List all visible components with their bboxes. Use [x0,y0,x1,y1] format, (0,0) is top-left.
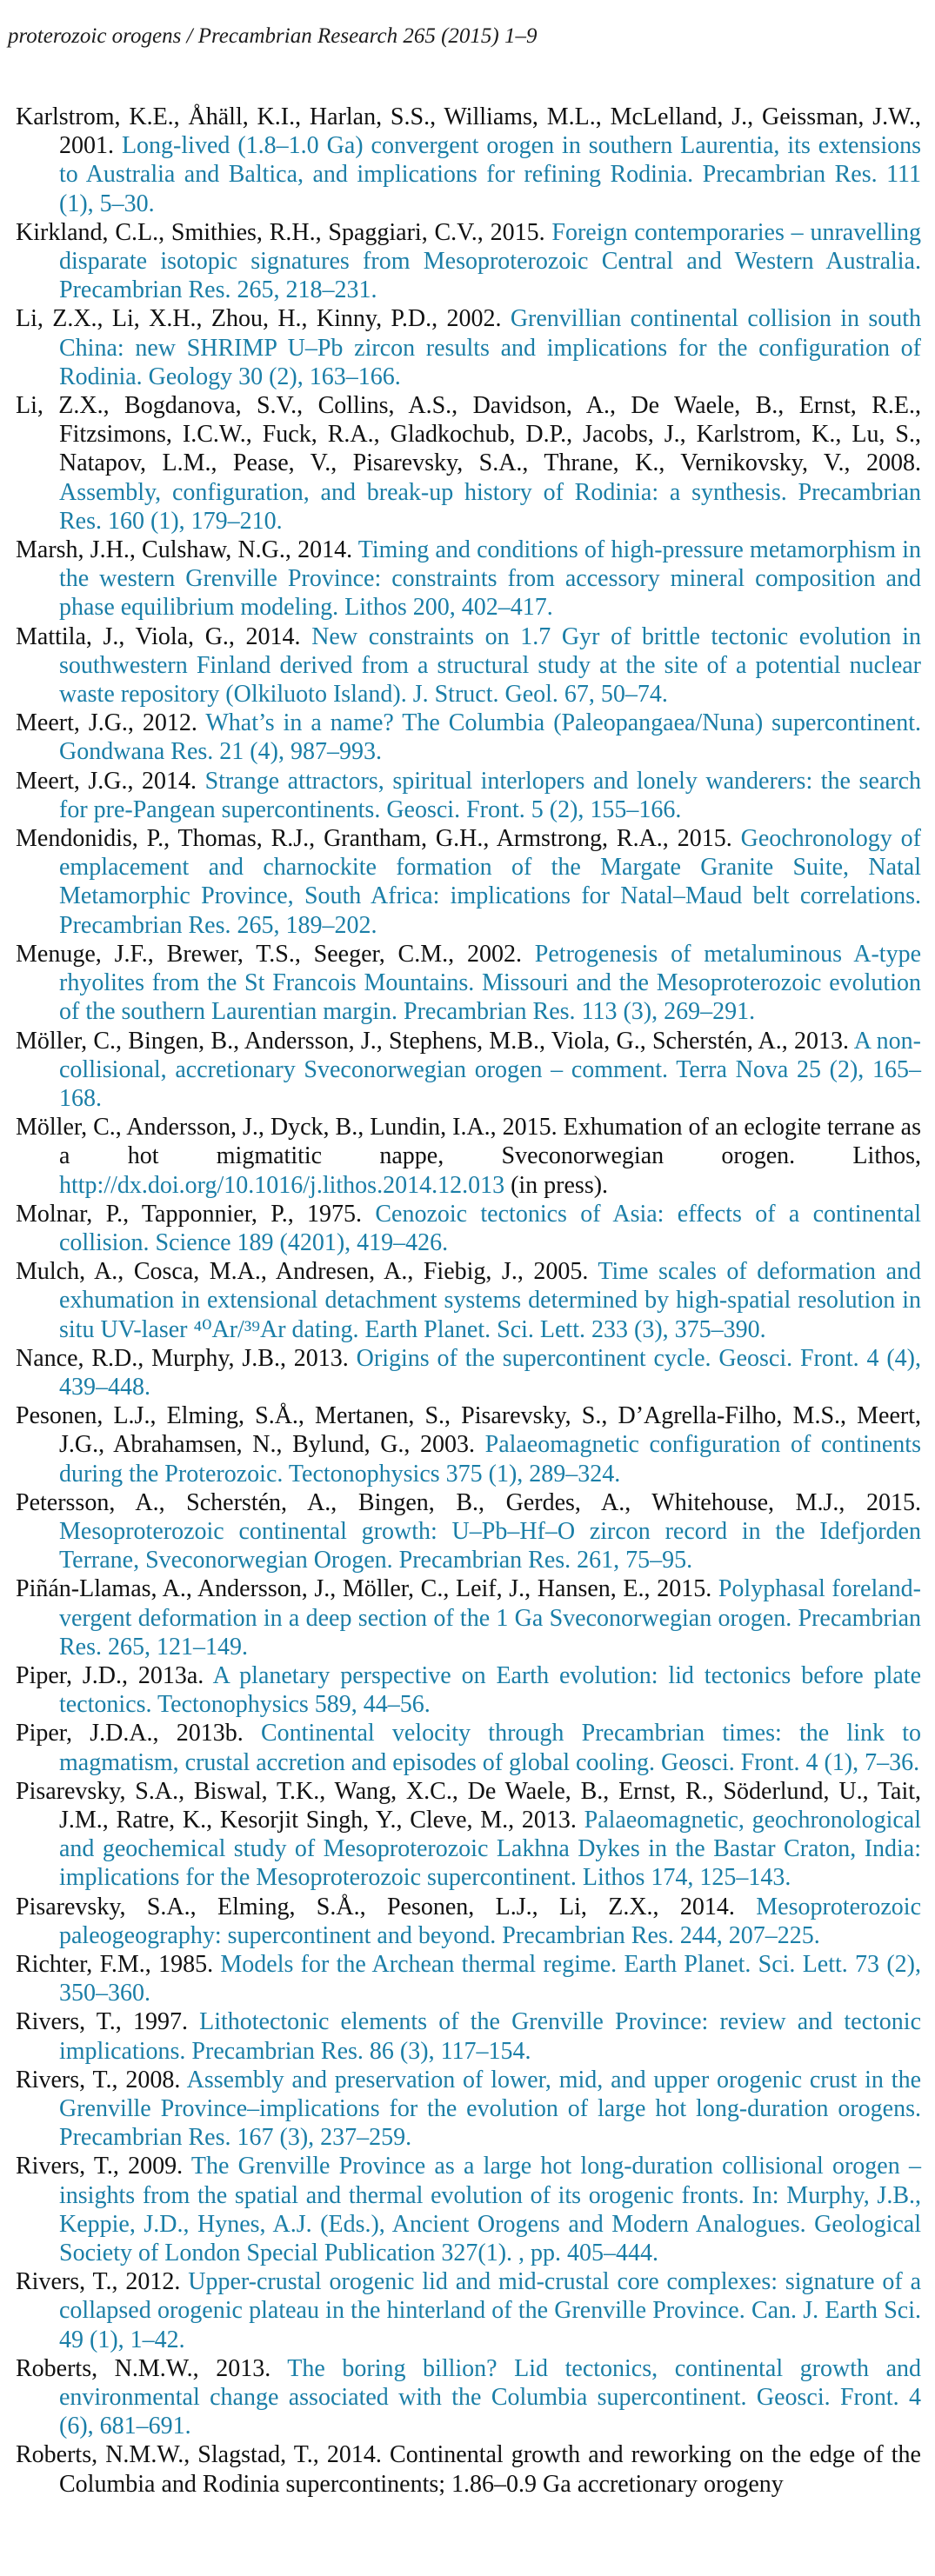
reference-link[interactable]: Long-lived (1.8–1.0 Ga) convergent orogen in southern Laurentia, its extensions to Australia and Baltica, and implications for refining Rodinia. Precambrian Res. 111 (1), 5–30. [59,132,921,217]
reference-link[interactable]: Origins of the supercontinent cycle. Geosci. Front. 4 (4), 439–448. [59,1344,922,1401]
running-head: proterozoic orogens / Precambrian Research 265 (2015) 1–9 [8,24,538,48]
reference-text: Nance, R.D., Murphy, J.B., 2013. [16,1344,357,1372]
reference-text: Kirkland, C.L., Smithies, R.H., Spaggiari, C.V., 2015. [16,218,552,246]
reference-link[interactable]: A non-collisional, accretionary Sveconorwegian orogen – comment. Terra Nova 25 (2), 165–168. [59,1027,922,1112]
reference-link[interactable]: Cenozoic tectonics of Asia: effects of a continental collision. Science 189 (4201), 419–426. [59,1200,921,1256]
reference-link[interactable]: Strange attractors, spiritual interlopers and lonely wanderers: the search for pre-Pangean supercontinents. Geosci. Front. 5 (2), 155–166. [59,767,921,823]
reference-text: (in press). [504,1171,609,1199]
reference-text: Mendonidis, P., Thomas, R.J., Grantham, G.H., Armstrong, R.A., 2015. [16,825,741,853]
reference-link[interactable]: Polyphasal foreland-vergent deformation in a deep section of the 1 Ga Sveconorwegian orogen. Precambrian Res. 265, 121–149. [59,1575,921,1661]
reference-entry [16,1200,921,1257]
reference-entry [16,622,921,709]
reference-entry [16,1661,921,1719]
reference-link[interactable]: Assembly and preservation of lower, mid, and upper orogenic crust in the Grenville Province–implications for the evolution of large hot long-duration orogens. Precambrian Res. 167 (3), 237–259. [59,2066,921,2152]
reference-entry [16,2152,921,2267]
reference-text: Piper, J.D.A., 2013b. [16,1720,261,1747]
reference-link[interactable]: Foreign contemporaries – unravelling disparate isotopic signatures from Mesoproterozoic Central and Western Australia. Precambrian Res. 265, 218–231. [59,218,921,304]
reference-text: Meert, J.G., 2012. [16,709,206,737]
reference-link[interactable]: Models for the Archean thermal regime. Earth Planet. Sci. Lett. 73 (2), 350–360. [59,1951,921,2007]
reference-text: Möller, C., Bingen, B., Andersson, J., Stephens, M.B., Viola, G., Scherstén, A., 2013. [16,1027,854,1055]
reference-entry [16,218,921,305]
reference-entry [16,1574,921,1661]
reference-text: Rivers, T., 2012. [16,2268,189,2296]
reference-text: Roberts, N.M.W., Slagstad, T., 2014. Continental growth and reworking on the edge of the Columbia and Rodinia supercontinents; 1.86–0.9 Ga accretionary orogeny [16,2441,921,2498]
reference-text: Marsh, J.H., Culshaw, N.G., 2014. [16,536,358,564]
reference-link[interactable]: Upper-crustal orogenic lid and mid-crustal core complexes: signature of a collapsed orogenic plateau in the hinterland of the Grenville Province. Can. J. Earth Sci. 49 (1), 1–42. [59,2268,922,2353]
reference-entry [16,1488,921,1575]
reference-entry [16,767,921,824]
reference-text: Rivers, T., 2008. [16,2066,187,2093]
reference-text: Petersson, A., Scherstén, A., Bingen, B., Gerdes, A., Whitehouse, M.J., 2015. [16,1488,921,1516]
reference-text: Piper, J.D., 2013a. [16,1661,213,1689]
reference-link[interactable]: Assembly, configuration, and break-up history of Rodinia: a synthesis. Precambrian Res. 160 (1), 179–210. [59,478,921,535]
reference-link[interactable]: Petrogenesis of metaluminous A-type rhyolites from the St Francois Mountains. Missouri and the Mesoproterozoic evolution of the southern Laurentian margin. Precambrian Res. 113 (3), 269–291. [59,940,921,1026]
reference-text: Pesonen, L.J., Elming, S.Å., Mertanen, S., Pisarevsky, S., D’Agrella-Filho, M.S., Meert, J.G., Abrahamsen, N., Bylund, G., 2003. [16,1402,921,1459]
reference-entry [16,2267,921,2354]
reference-link[interactable]: The Grenville Province as a large hot long-duration collisional orogen – insights from the spatial and thermal evolution of its orogenic fronts. In: Murphy, J.B., Keppie, J.D., Hynes, A.J. (Eds.), Ancient Orogens and Modern Analogues. Geological Society of London Special Publication 327(1). , pp. 405–444. [59,2153,921,2267]
reference-link[interactable]: New constraints on 1.7 Gyr of brittle tectonic evolution in southwestern Finland derived from a structural study at the site of a potential nuclear waste repository (Olkiluoto Island). J. Struct. Geol. 67, 50–74. [59,622,921,709]
reference-entry [16,1950,921,2007]
reference-text: Möller, C., Andersson, J., Dyck, B., Lundin, I.A., 2015. Exhumation of an eclogite terrane as a hot migmatitic nappe, Sveconorwegian orogen. Lithos, [16,1114,921,1170]
reference-link[interactable]: Time scales of deformation and exhumation in extensional detachment systems determined by high-spatial resolution in situ UV-laser ⁴⁰Ar/³⁹Ar dating. Earth Planet. Sci. Lett. 233 (3), 375–390. [59,1258,922,1343]
reference-text: Pisarevsky, S.A., Biswal, T.K., Wang, X.C., De Waele, B., Ernst, R., Söderlund, U., Tait, J.M., Ratre, K., Kesorjit Singh, Y., Cleve, M., 2013. [16,1777,921,1834]
reference-link[interactable]: Lithotectonic elements of the Grenville Province: review and tectonic implications. Precambrian Res. 86 (3), 117–154. [59,2008,922,2065]
reference-link[interactable]: Mesoproterozoic continental growth: U–Pb–Hf–O zircon record in the Idefjorden Terrane, Sveconorwegian Orogen. Precambrian Res. 261, 75–95. [59,1517,921,1574]
reference-text: Mattila, J., Viola, G., 2014. [16,622,312,650]
reference-entry [16,536,921,622]
reference-entry [16,824,921,940]
reference-link[interactable]: Continental velocity through Precambrian times: the link to magmatism, crustal accretion and episodes of global cooling. Geosci. Front. 4 (1), 7–36. [59,1720,921,1776]
reference-entry [16,304,921,391]
reference-entry [16,391,921,536]
reference-entry [16,103,921,218]
reference-link[interactable]: Geochronology of emplacement and charnockite formation of the Margate Granite Suite, Natal Metamorphic Province, South Africa: implications for Natal–Maud belt correlations. Precambrian Res. 265, 189–202. [59,825,921,939]
reference-text: Karlstrom, K.E., Åhäll, K.I., Harlan, S.S., Williams, M.L., McLelland, J., Geissman, J.W., 2001. [16,103,921,160]
reference-entry [16,940,921,1027]
reference-text: Pisarevsky, S.A., Elming, S.Å., Pesonen, L.J., Li, Z.X., 2014. [16,1893,757,1920]
reference-entry [16,709,921,766]
reference-entry [16,1777,921,1893]
reference-link[interactable]: Palaeomagnetic configuration of continents during the Proterozoic. Tectonophysics 375 (1), 289–324. [59,1431,921,1488]
reference-text: Menuge, J.F., Brewer, T.S., Seeger, C.M., 2002. [16,940,535,968]
reference-text: Roberts, N.M.W., 2013. [16,2354,288,2382]
reference-text: Meert, J.G., 2014. [16,767,205,795]
reference-link[interactable]: The boring billion? Lid tectonics, continental growth and environmental change associated with the Columbia supercontinent. Geosci. Front. 4 (6), 681–691. [59,2354,921,2440]
reference-entry [16,1027,921,1114]
reference-link[interactable]: Mesoproterozoic paleogeography: supercontinent and beyond. Precambrian Res. 244, 207–225. [59,1893,921,1949]
reference-text: Li, Z.X., Bogdanova, S.V., Collins, A.S., Davidson, A., De Waele, B., Ernst, R.E., Fitzsimons, I.C.W., Fuck, R.A., Gladkochub, D.P., Jacobs, J., Karlstrom, K., Lu, S., Natapov, L.M., Pease, V., Pisarevsky, S.A., Thrane, K., Vernikovsky, V., 2008. [16,392,921,477]
reference-entry [16,1113,921,1200]
reference-entry [16,2066,921,2153]
reference-entry [16,1257,921,1344]
reference-text: Rivers, T., 2009. [16,2153,191,2180]
reference-link[interactable]: Palaeomagnetic, geochronological and geochemical study of Mesoproterozoic Lakhna Dykes in the Bastar Craton, India: implications for the Mesoproterozoic supercontinent. Lithos 174, 125–143. [59,1806,921,1892]
reference-list [16,103,921,2499]
reference-entry [16,1344,921,1401]
reference-text: Li, Z.X., Li, X.H., Zhou, H., Kinny, P.D., 2002. [16,305,511,333]
reference-link[interactable]: What’s in a name? The Columbia (Paleopangaea/Nuna) supercontinent. Gondwana Res. 21 (4), 987–993. [59,709,921,766]
reference-text: Rivers, T., 1997. [16,2008,200,2036]
reference-text: Richter, F.M., 1985. [16,1951,221,1978]
reference-text: Piñán-Llamas, A., Andersson, J., Möller, C., Leif, J., Hansen, E., 2015. [16,1575,718,1603]
reference-text: Mulch, A., Cosca, M.A., Andresen, A., Fiebig, J., 2005. [16,1258,598,1286]
reference-text: Molnar, P., Tapponnier, P., 1975. [16,1200,376,1228]
reference-link[interactable]: Grenvillian continental collision in south China: new SHRIMP U–Pb zircon results and implications for the configuration of Rodinia. Geology 30 (2), 163–166. [59,305,921,390]
reference-link[interactable]: A planetary perspective on Earth evolution: lid tectonics before plate tectonics. Tectonophysics 589, 44–56. [59,1661,921,1719]
reference-entry [16,1719,921,1776]
reference-entry [16,2354,921,2441]
reference-link[interactable]: http://dx.doi.org/10.1016/j.lithos.2014.12.013 [59,1171,505,1199]
reference-entry [16,1401,921,1488]
reference-entry [16,2440,921,2498]
reference-entry [16,1893,921,1950]
reference-link[interactable]: Timing and conditions of high-pressure metamorphism in the western Grenville Province: constraints from accessory mineral composition and phase equilibrium modeling. Lithos 200, 402–417. [59,536,921,622]
reference-entry [16,2007,921,2065]
